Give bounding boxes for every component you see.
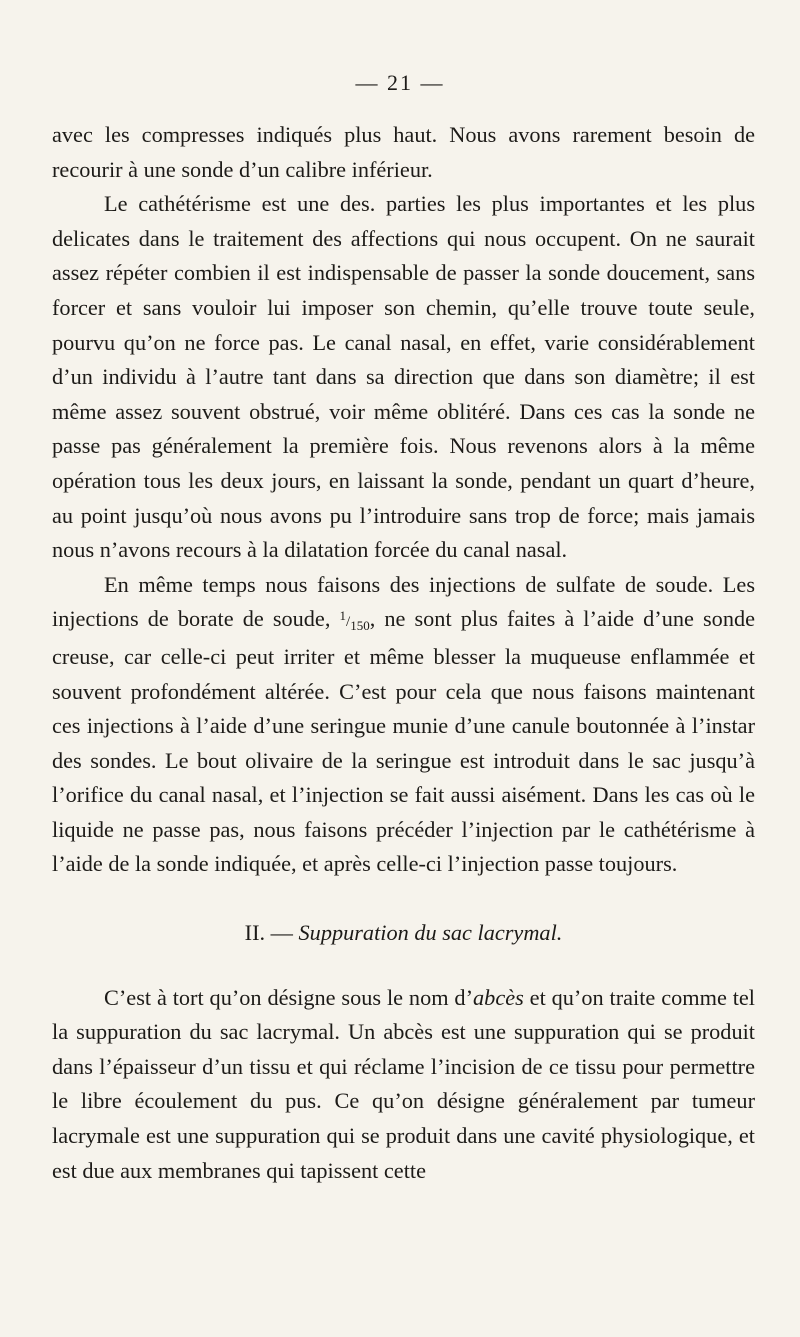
paragraph-4-end: et qu’on traite comme tel la suppuration du sac lacrymal. Un abcès est une suppuration qui se produit dans l’épaisseur d’un tissu et qui réclame l’incision de ce tissu pour permettre le libre écoulement du pus. Ce qu’on désigne généralement par tumeur lacrymale est une suppuration qui se produit dans une cavité physiologique, et est due aux membranes qui tapissent cette bbox=[52, 984, 755, 1183]
page-number: — 21 — bbox=[355, 70, 445, 95]
section-heading bbox=[52, 916, 755, 951]
section-title: Suppuration du sac lacrymal. bbox=[298, 920, 563, 946]
page-body bbox=[52, 118, 755, 1188]
fraction: $^1/_{150}$ bbox=[339, 608, 370, 634]
paragraph-3 bbox=[52, 568, 755, 882]
section-number: II. — bbox=[244, 920, 293, 946]
fraction-denominator: 150 bbox=[350, 618, 370, 634]
paragraph-3-start: En même temps nous faisons des injections de sulfate de soude. Les injections de borate de soude, bbox=[52, 571, 755, 632]
paragraph-4-start: C’est à tort qu’on désigne sous le nom d’ bbox=[104, 984, 474, 1010]
fraction-numerator: 1 bbox=[339, 608, 347, 624]
paragraph-1: avec les compresses indiqués plus haut. Nous avons rarement besoin de recourir à une sonde d’un calibre inférieur. bbox=[52, 122, 755, 182]
paragraph-4 bbox=[52, 981, 755, 1189]
italic-term: abcès bbox=[473, 984, 524, 1010]
paragraph-3-end: , ne sont plus faites à l’aide d’une sonde creuse, car celle-ci peut irriter et même blesser la muqueuse enflammée et souvent profondément altérée. C’est pour cela que nous faisons maintenant ces injections à l’aide d’une seringue munie d’une canule boutonnée à l’instar des sondes. Le bout olivaire de la seringue est introduit dans le sac jusqu’à l’orifice du canal nasal, et l’injection se fait aussi aisément. Dans les cas où le liquide ne passe pas, nous faisons précéder l’injection par le cathétérisme à l’aide de la sonde indiquée, et après celle-ci l’injection passe toujours. bbox=[52, 606, 756, 877]
paragraph-2: Le cathétérisme est une des. parties les plus importantes et les plus delicates dans le traitement des affections qui nous occupent. On ne saurait assez répéter combien il est indispensable de passer la sonde doucement, sans forcer et sans vouloir lui imposer son chemin, qu’elle trouve toute seule, pourvu qu’on ne force pas. Le canal nasal, en effet, varie considérablement d’un individu à l’autre tant dans sa direction que dans son diamètre; il est même assez souvent obstrué, voir même oblitéré. Dans ces cas la sonde ne passe pas généralement la première fois. Nous revenons alors à la même opération tous les deux jours, en laissant la sonde, pendant un quart d’heure, au point jusqu’où nous avons pu l’introduire sans trop de force; mais jamais nous n’avons recours à la dilatation forcée du canal nasal. bbox=[52, 191, 755, 563]
